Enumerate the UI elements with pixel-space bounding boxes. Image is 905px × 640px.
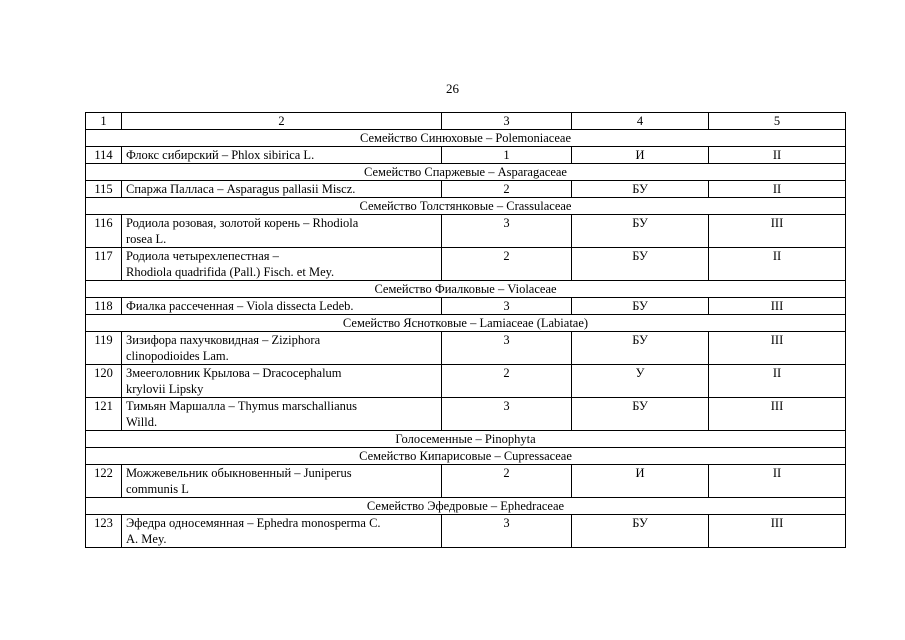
family-heading: Семейство Толстянковые – Crassulaceae xyxy=(86,198,846,215)
abundance-value: 2 xyxy=(442,465,572,498)
status-category: БУ xyxy=(572,181,709,198)
family-row xyxy=(86,498,846,515)
species-name xyxy=(122,215,442,248)
header-cell-2: 2 xyxy=(122,113,442,130)
species-name-line: Родиола четырехлепестная – xyxy=(126,249,279,263)
species-row xyxy=(86,248,846,281)
species-row xyxy=(86,398,846,431)
family-heading: Семейство Фиалковые – Violaceae xyxy=(86,281,846,298)
rarity-class: II xyxy=(709,147,846,164)
species-name xyxy=(122,515,442,548)
header-cell-5: 5 xyxy=(709,113,846,130)
species-number: 115 xyxy=(86,181,122,198)
rarity-class: III xyxy=(709,398,846,431)
header-cell-1: 1 xyxy=(86,113,122,130)
species-name-line: Эфедра односемянная – Ephedra monosperma C. xyxy=(126,516,381,530)
species-name xyxy=(122,332,442,365)
species-row xyxy=(86,215,846,248)
status-category: И xyxy=(572,465,709,498)
abundance-value: 3 xyxy=(442,298,572,315)
family-heading: Семейство Кипарисовые – Cupressaceae xyxy=(86,448,846,465)
status-category: И xyxy=(572,147,709,164)
status-category: У xyxy=(572,365,709,398)
abundance-value: 2 xyxy=(442,181,572,198)
species-name-line: Змееголовник Крылова – Dracocephalum xyxy=(126,366,342,380)
species-row xyxy=(86,298,846,315)
species-name-line: Rhodiola quadrifida (Pall.) Fisch. et Mey. xyxy=(126,265,335,279)
species-number: 116 xyxy=(86,215,122,248)
species-name-line: A. Mey. xyxy=(126,532,167,546)
status-category: БУ xyxy=(572,515,709,548)
family-row xyxy=(86,281,846,298)
species-name-line: Фиалка рассеченная – Viola dissecta Ledeb. xyxy=(126,299,354,313)
page-number: 26 xyxy=(446,81,459,96)
rarity-class: III xyxy=(709,332,846,365)
species-name xyxy=(122,365,442,398)
species-name xyxy=(122,147,442,164)
header-cell-3: 3 xyxy=(442,113,572,130)
species-number: 117 xyxy=(86,248,122,281)
species-name-line: Родиола розовая, золотой корень – Rhodiola xyxy=(126,216,359,230)
species-name-line: Willd. xyxy=(126,415,158,429)
abundance-value: 2 xyxy=(442,248,572,281)
species-name-line: Можжевельник обыкновенный – Juniperus xyxy=(126,466,352,480)
species-name xyxy=(122,181,442,198)
species-name-line: Зизифора пахучковидная – Ziziphora xyxy=(126,333,321,347)
table-body xyxy=(86,113,846,548)
rarity-class: II xyxy=(709,181,846,198)
abundance-value: 2 xyxy=(442,365,572,398)
status-category: БУ xyxy=(572,398,709,431)
rarity-class: III xyxy=(709,298,846,315)
species-number: 119 xyxy=(86,332,122,365)
species-number: 122 xyxy=(86,465,122,498)
species-name xyxy=(122,465,442,498)
species-name-line: Флокс сибирский – Phlox sibirica L. xyxy=(126,148,315,162)
abundance-value: 3 xyxy=(442,215,572,248)
abundance-value: 3 xyxy=(442,398,572,431)
status-category: БУ xyxy=(572,215,709,248)
family-row xyxy=(86,130,846,147)
header-row xyxy=(86,113,846,130)
species-name xyxy=(122,248,442,281)
species-number: 120 xyxy=(86,365,122,398)
species-number: 114 xyxy=(86,147,122,164)
rarity-class: III xyxy=(709,215,846,248)
status-category: БУ xyxy=(572,332,709,365)
header-cell-4: 4 xyxy=(572,113,709,130)
species-name-line: krylovii Lipsky xyxy=(126,382,204,396)
rarity-class: II xyxy=(709,465,846,498)
family-heading: Семейство Яснотковые – Lamiaceae (Labiatae) xyxy=(86,315,846,332)
status-category: БУ xyxy=(572,298,709,315)
family-heading: Семейство Эфедровые – Ephedraceae xyxy=(86,498,846,515)
species-number: 121 xyxy=(86,398,122,431)
species-name-line: Тимьян Маршалла – Thymus marschallianus xyxy=(126,399,357,413)
species-table xyxy=(85,112,846,548)
family-row xyxy=(86,448,846,465)
species-name-line: clinopodioides Lam. xyxy=(126,349,229,363)
family-heading: Семейство Спаржевые – Asparagaceae xyxy=(86,164,846,181)
family-row xyxy=(86,431,846,448)
species-number: 123 xyxy=(86,515,122,548)
family-heading: Семейство Синюховые – Polemoniaceae xyxy=(86,130,846,147)
species-name-line: communis L xyxy=(126,482,189,496)
status-category: БУ xyxy=(572,248,709,281)
species-row xyxy=(86,515,846,548)
family-heading: Голосеменные – Pinophyta xyxy=(86,431,846,448)
abundance-value: 3 xyxy=(442,515,572,548)
abundance-value: 1 xyxy=(442,147,572,164)
species-row xyxy=(86,365,846,398)
species-name xyxy=(122,298,442,315)
rarity-class: II xyxy=(709,248,846,281)
species-number: 118 xyxy=(86,298,122,315)
species-row xyxy=(86,181,846,198)
species-row xyxy=(86,465,846,498)
species-row xyxy=(86,147,846,164)
family-row xyxy=(86,164,846,181)
species-name-line: rosea L. xyxy=(126,232,167,246)
family-row xyxy=(86,315,846,332)
rarity-class: II xyxy=(709,365,846,398)
species-name xyxy=(122,398,442,431)
species-row xyxy=(86,332,846,365)
rarity-class: III xyxy=(709,515,846,548)
species-name-line: Спаржа Палласа – Asparagus pallasii Miscz. xyxy=(126,182,356,196)
family-row xyxy=(86,198,846,215)
abundance-value: 3 xyxy=(442,332,572,365)
